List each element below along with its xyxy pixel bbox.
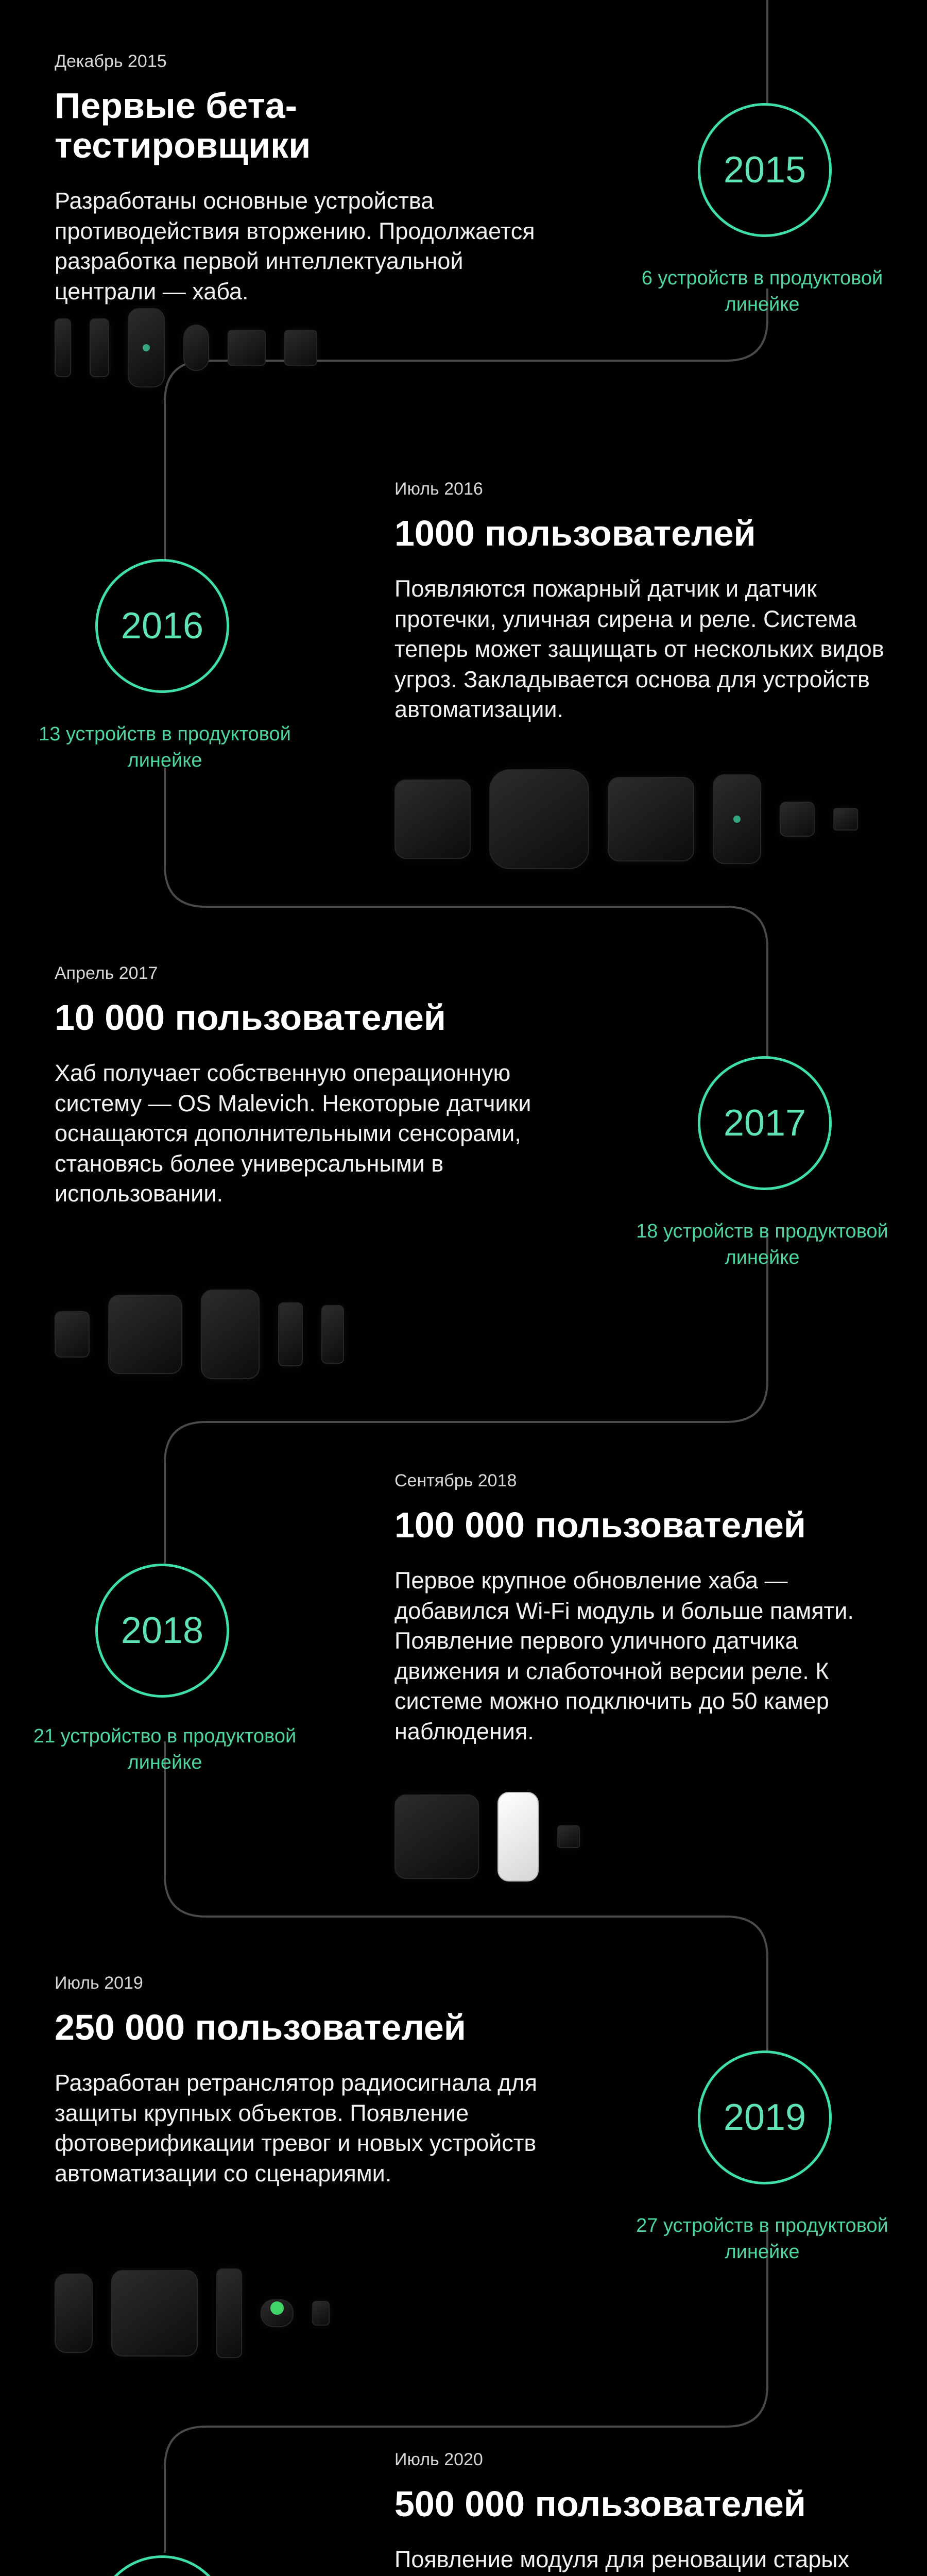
device-image — [713, 774, 761, 864]
milestone-title: 10 000 пользователей — [55, 997, 446, 1038]
milestone-description: Появление модуля для реновации старых — [394, 2546, 850, 2572]
device-image — [108, 1295, 182, 1374]
milestone-date: Сентябрь 2018 — [394, 1471, 517, 1490]
year-circle — [95, 1564, 229, 1698]
device-image — [394, 1794, 479, 1879]
device-image — [216, 2268, 242, 2358]
milestone-date: Декабрь 2015 — [55, 52, 167, 71]
device-count: 18 устройств в продуктовой линейке — [636, 1221, 888, 1269]
milestone-description: Разработаны основные устройства противодействия вторжению. Продолжается разработка первой интеллектуальной централи — хаба. — [55, 188, 535, 304]
milestone-date: Апрель 2017 — [55, 963, 158, 983]
device-image — [55, 2274, 93, 2353]
device-image — [55, 1311, 90, 1358]
device-image — [497, 1792, 539, 1882]
device-image — [278, 1302, 303, 1366]
year-circle — [698, 1056, 832, 1190]
device-image — [321, 1305, 344, 1364]
device-image — [90, 318, 109, 377]
milestone-description: Первое крупное обновление хаба — добавился Wi-Fi модуль и больше памяти. Появление первого уличного датчика движения и слаботочной версии реле. К системе можно подключить до 50 камер наблюдения. — [394, 1567, 854, 1744]
milestone-title: 100 000 пользователей — [394, 1505, 806, 1545]
device-image — [183, 325, 209, 371]
milestone-description: Разработан ретранслятор радиосигнала для защиты крупных объектов. Появление фотоверификации тревог и новых устройств автоматизации со сценариями. — [55, 2070, 537, 2187]
device-count: 21 устройство в продуктовой линейке — [33, 1725, 297, 1774]
milestone-title: 250 000 пользователей — [55, 2007, 466, 2047]
milestone-title: 500 000 пользователей — [394, 2484, 806, 2524]
year-label: 2016 — [121, 605, 204, 647]
device-row — [55, 1273, 344, 1396]
device-count: 13 устройств в продуктовой линейке — [39, 723, 291, 772]
device-image — [394, 779, 471, 859]
device-row — [394, 1775, 580, 1899]
device-image — [228, 330, 266, 366]
device-image — [312, 2301, 330, 2326]
device-image — [128, 308, 165, 387]
year-label: 2019 — [723, 2097, 806, 2138]
year-label: 2015 — [723, 149, 806, 191]
milestone-date: Июль 2016 — [394, 479, 483, 499]
device-count: 27 устройств в продуктовой линейке — [636, 2215, 888, 2263]
milestone-description: Появляются пожарный датчик и датчик протечки, уличная сирена и реле. Система теперь может защищать от нескольких видов угроз. Закладывается основа для устройств автоматизации. — [394, 575, 884, 722]
device-row — [394, 757, 858, 881]
device-image — [608, 777, 694, 861]
year-label: 2018 — [121, 1610, 204, 1651]
milestone-date: Июль 2019 — [55, 1973, 143, 1993]
device-image — [833, 808, 858, 831]
milestone-title: Первые бета-тестировщики — [55, 86, 311, 165]
device-row — [55, 2251, 330, 2375]
device-image — [111, 2270, 198, 2357]
device-row — [55, 286, 317, 410]
device-image — [55, 318, 71, 377]
device-image — [201, 1290, 260, 1379]
milestone-title: 1000 пользователей — [394, 513, 756, 553]
device-count: 6 устройств в продуктовой линейке — [641, 267, 883, 316]
year-circle — [698, 2050, 832, 2184]
year-circle — [95, 2555, 229, 2576]
milestone-description: Хаб получает собственную операционную систему — OS Malevich. Некоторые датчики оснащаются дополнительными сенсорами, становясь более универсальными в использовании. — [55, 1060, 531, 1207]
device-image — [261, 2299, 294, 2327]
device-image — [284, 330, 317, 366]
device-image — [489, 769, 589, 869]
device-image — [557, 1825, 580, 1848]
device-image — [780, 802, 815, 837]
year-circle — [95, 559, 229, 693]
year-circle — [698, 103, 832, 237]
milestone-date: Июль 2020 — [394, 2450, 483, 2469]
year-label: 2017 — [723, 1103, 806, 1144]
